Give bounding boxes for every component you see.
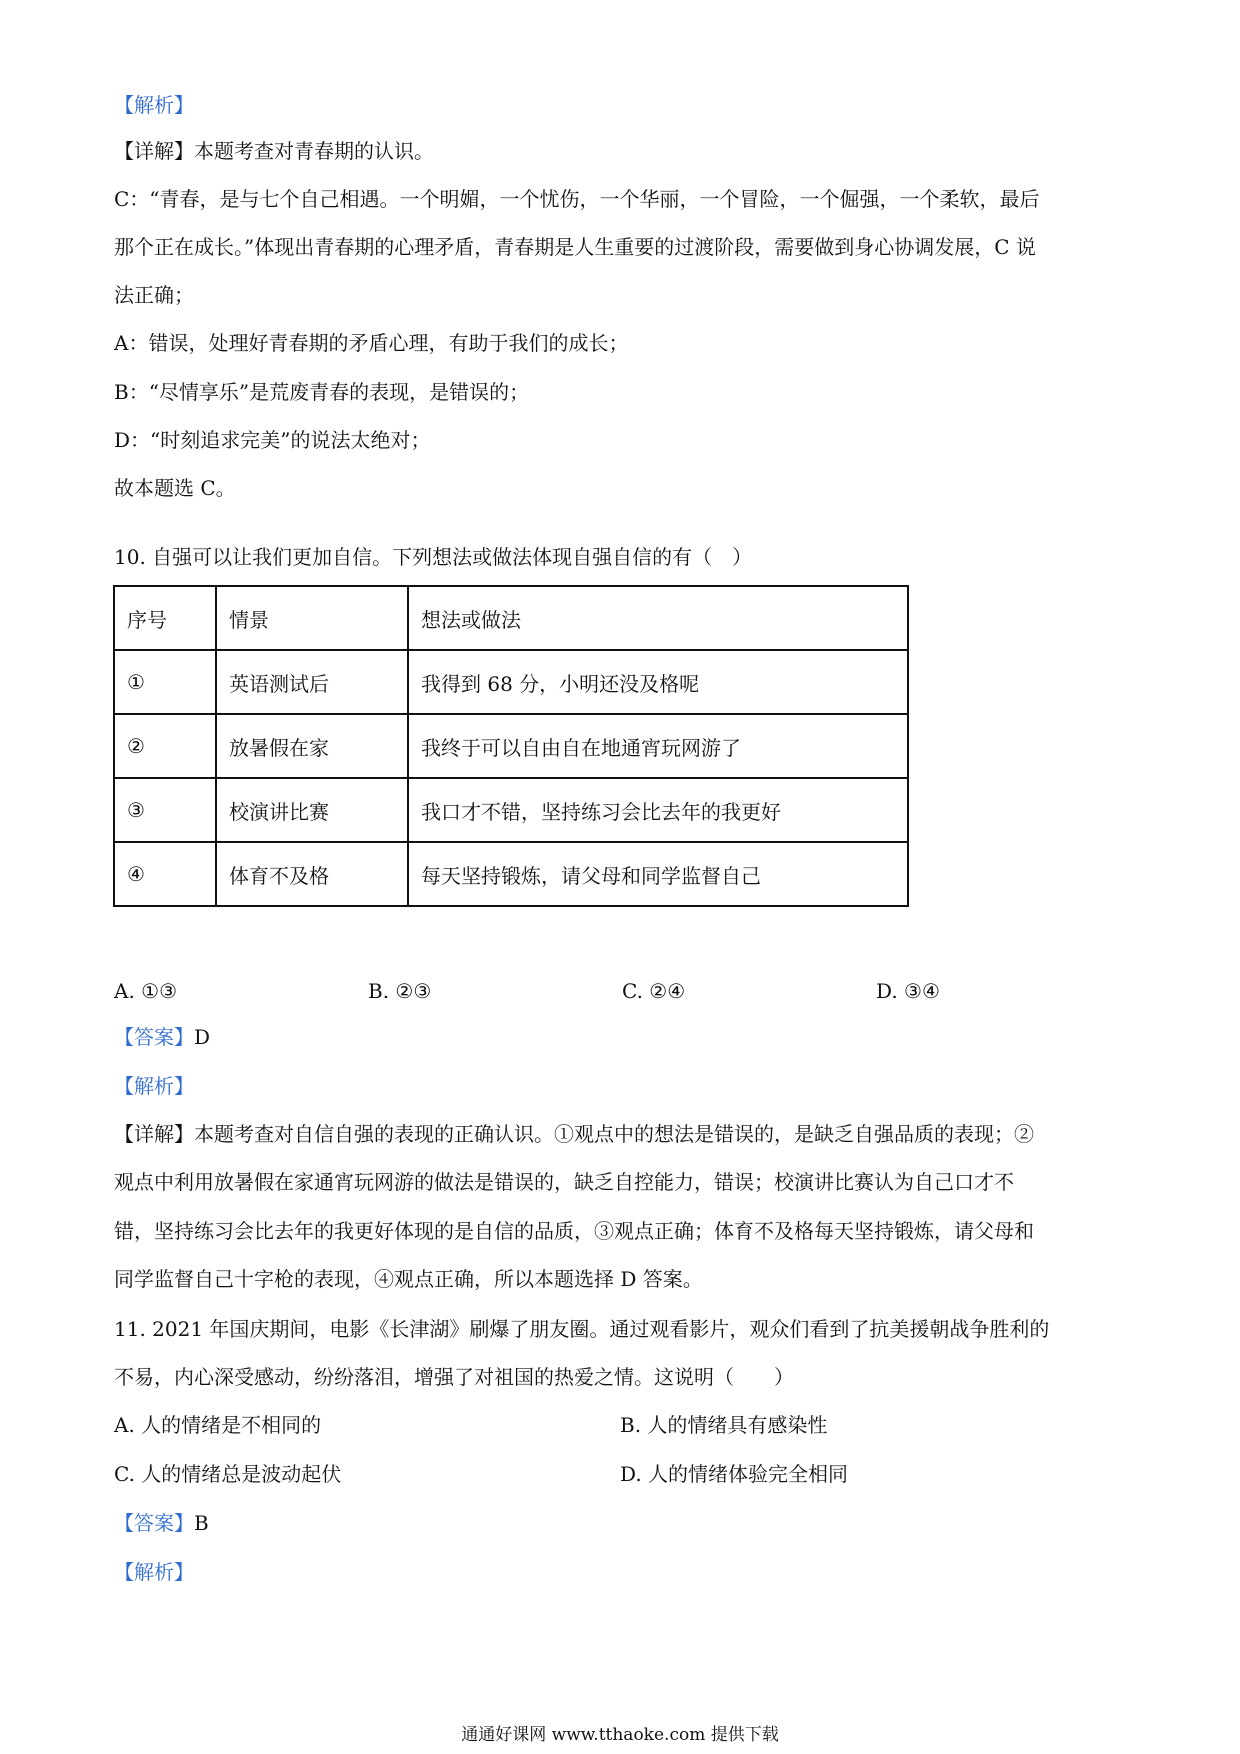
- text-line: 法正确；: [114, 283, 194, 307]
- table-cell: ②: [114, 714, 216, 778]
- q10-options: [114, 976, 1014, 1006]
- detail-tag: 【详解】: [114, 1122, 194, 1146]
- table-header-row: [114, 586, 908, 650]
- option-d: D. ③④: [876, 979, 940, 1003]
- q11-answer: [114, 1508, 209, 1538]
- text-line: A：错误，处理好青春期的矛盾心理，有助于我们的成长；: [114, 331, 629, 355]
- analysis-heading: 【解析】: [114, 1560, 194, 1584]
- table-cell: 我得到 68 分，小明还没及格呢: [408, 650, 908, 714]
- question-11: 11. 2021 年国庆期间，电影《长津湖》刷爆了朋友圈。通过观看影片，观众们看到了抗美援朝战争胜利的: [114, 1317, 1050, 1341]
- detail-text: 本题考查对青春期的认识。: [194, 139, 434, 163]
- text-line: 同学监督自己十字枪的表现，④观点正确，所以本题选择 D 答案。: [114, 1267, 703, 1291]
- table-row: [114, 714, 908, 778]
- text-line: 那个正在成长。”体现出青春期的心理矛盾，青春期是人生重要的过渡阶段，需要做到身心协调发展，C 说: [114, 235, 1036, 259]
- detail-text: 本题考查对自信自强的表现的正确认识。①观点中的想法是错误的，是缺乏自强品质的表现；②: [194, 1122, 1034, 1146]
- option-c: C. 人的情绪总是波动起伏: [114, 1462, 342, 1486]
- text-line: D：“时刻追求完美”的说法太绝对；: [114, 428, 431, 452]
- table-cell: 放暑假在家: [216, 714, 408, 778]
- scenario-table: [113, 585, 909, 907]
- question-11-cont: 不易，内心深受感动，纷纷落泪，增强了对祖国的热爱之情。这说明（ ）: [114, 1365, 794, 1389]
- table-cell: 我终于可以自由自在地通宵玩网游了: [408, 714, 908, 778]
- option-b: B. ②③: [368, 979, 432, 1003]
- question-10: 10. 自强可以让我们更加自信。下列想法或做法体现自强自信的有（ ）: [114, 545, 753, 569]
- text-line: B：“尽情享乐”是荒废青春的表现，是错误的；: [114, 380, 530, 404]
- table-cell: 每天坚持锻炼，请父母和同学监督自己: [408, 842, 908, 906]
- option-b: B. 人的情绪具有感染性: [620, 1413, 828, 1437]
- answer-value: B: [194, 1511, 209, 1535]
- option-a: A. 人的情绪是不相同的: [114, 1413, 322, 1437]
- text-line: 故本题选 C。: [114, 476, 236, 500]
- table-cell: 校演讲比赛: [216, 778, 408, 842]
- q11-options-row1: [114, 1410, 1014, 1440]
- table-header-cell: 情景: [216, 586, 408, 650]
- option-d: D. 人的情绪体验完全相同: [620, 1462, 849, 1486]
- detail-tag: 【详解】: [114, 139, 194, 163]
- answer-tag: 【答案】: [114, 1025, 194, 1049]
- answer-tag: 【答案】: [114, 1511, 194, 1535]
- table-row: [114, 650, 908, 714]
- option-c: C. ②④: [622, 979, 686, 1003]
- analysis-heading: 【解析】: [114, 93, 194, 117]
- text-line: C：“青春，是与七个自己相遇。一个明媚，一个忧伤，一个华丽，一个冒险，一个倔强，一个柔软，最后: [114, 187, 1040, 211]
- table-cell: 体育不及格: [216, 842, 408, 906]
- table-header-cell: 序号: [114, 586, 216, 650]
- page-footer: 通通好课网 www.tthaoke.com 提供下载: [461, 1725, 779, 1745]
- q11-options-row2: [114, 1459, 1014, 1489]
- answer-value: D: [194, 1025, 211, 1049]
- detail-paragraph: [114, 1119, 1034, 1149]
- table-row: [114, 778, 908, 842]
- table-row: [114, 842, 908, 906]
- table-cell: 我口才不错，坚持练习会比去年的我更好: [408, 778, 908, 842]
- table-header-cell: 想法或做法: [408, 586, 908, 650]
- option-a: A. ①③: [114, 979, 178, 1003]
- q10-answer: [114, 1022, 210, 1052]
- table-cell: ④: [114, 842, 216, 906]
- detail-paragraph: [114, 136, 434, 166]
- text-line: 错，坚持练习会比去年的我更好体现的是自信的品质，③观点正确；体育不及格每天坚持锻炼，请父母和: [114, 1219, 1034, 1243]
- analysis-heading: 【解析】: [114, 1074, 194, 1098]
- table-cell: ①: [114, 650, 216, 714]
- table-cell: ③: [114, 778, 216, 842]
- text-line: 观点中利用放暑假在家通宵玩网游的做法是错误的，缺乏自控能力，错误；校演讲比赛认为自己口才不: [114, 1170, 1014, 1194]
- table-cell: 英语测试后: [216, 650, 408, 714]
